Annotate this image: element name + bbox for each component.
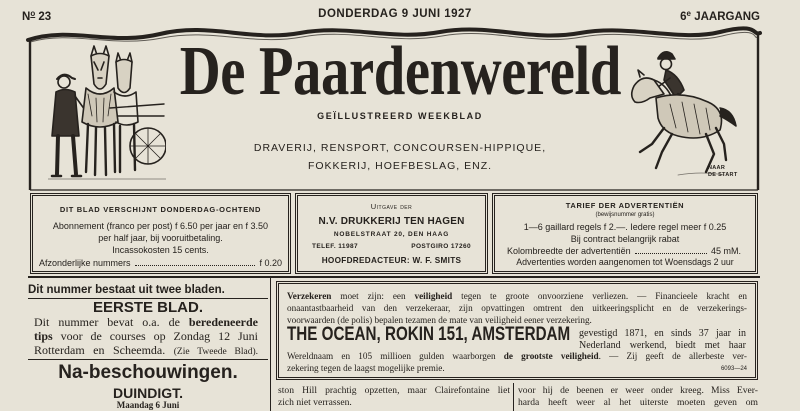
ad-line-1-text-b: tegen te groote onvoorziene verliezen. — Financieele kracht en: [452, 291, 747, 301]
notice-line-1-text: Dit nummer bevat o.a. de: [34, 316, 189, 329]
masthead-subtitle: GEÏLLUSTREERD WEEKBLAD: [317, 111, 483, 121]
notice-line-1: [34, 316, 258, 329]
article-col3-line-2: harda heeft weer al het uiterste moeten geven om: [518, 397, 758, 408]
publisher-address: NOBELSTRAAT 20, DEN HAAG: [333, 231, 450, 238]
publisher-editor: HOOFDREDACTEUR: W. F. SMITS: [321, 256, 462, 265]
publisher-giro: POSTGIRO 17260: [411, 243, 471, 250]
two-sheets-notice: Dit nummer bestaat uit twee bladen.: [28, 284, 225, 296]
ad-line-2: onaantastbaarheid van den verzekeraar, zijn opvattingen omtrent den uitkeeringsplicht en de verzekerings-: [287, 303, 747, 313]
dot-leader: [135, 265, 256, 266]
masthead-title: De Paardenwereld: [179, 33, 621, 110]
section-title: Na-beschouwingen.: [58, 362, 238, 383]
notice-line-3-text: Rotterdam en Scheemda.: [34, 344, 174, 357]
sheet-title: EERSTE BLAD.: [92, 299, 203, 316]
column-divider: [513, 383, 514, 411]
advertising-rates-box: [492, 193, 758, 274]
ad-company-name: THE OCEAN, ROKIN 151, AMSTERDAM: [287, 324, 571, 345]
subscription-heading: DIT BLAD VERSCHIJNT DONDERDAG-OCHTEND: [59, 205, 262, 214]
ad-side-line-1: gevestigd 1871, en sinds 37 jaar in: [579, 328, 746, 339]
publisher-name: N.V. DRUKKERIJ TEN HAGEN: [318, 216, 465, 227]
notice-line-2-text: voor de courses op Zondag 12 Juni: [52, 330, 258, 343]
volume-number: 6: [680, 11, 687, 23]
ad-line-1-text-a: moet zijn: een: [331, 291, 415, 301]
article-col2-line-2: zich niet verrassen.: [278, 397, 352, 408]
single-issue-label: Afzonderlijke nummers: [39, 258, 131, 268]
rates-line-4: Advertenties worden aangenomen tot Woensdags 2 uur: [516, 257, 734, 267]
race-date: Maandag 6 Juni: [116, 400, 180, 410]
notice-line-2-bold: tips: [34, 330, 53, 343]
article-col2-line-1: ston Hill prachtig opzetten, maar Clairefontaine liet: [278, 385, 510, 396]
notice-line-3-reference: (Zie Tweede Blad).: [173, 347, 258, 357]
column-width-row: [507, 246, 741, 257]
ad-line-4: [287, 350, 747, 362]
publisher-box: [295, 193, 488, 274]
ad-line-3: voorwaarden (de polis) bepalen tezamen de mate van veiligheid eener verzekering.: [287, 315, 592, 325]
column-divider: [270, 278, 271, 411]
ad-line-4-text-a: Wereldnaam en 105 millioen gulden waarborgen: [287, 351, 504, 361]
subscription-line-2: per half jaar, bij vooruitbetaling.: [98, 233, 223, 243]
article-col3-line-1: voor hij de beenen er weer onder kreeg. Miss Ever-: [518, 385, 758, 396]
ad-line-5: zekering tegen de laagst mogelijke premie.: [287, 363, 445, 373]
masthead-topics-line-2: FOKKERIJ, HOEFBESLAG, ENZ.: [307, 160, 493, 172]
publisher-phone: TELEF. 11987: [312, 243, 358, 250]
masthead-topics-line-1: DRAVERIJ, RENSPORT, CONCOURSEN-HIPPIQUE,: [253, 142, 547, 154]
notice-line-2: [34, 330, 258, 343]
caption-line-1: NAAR: [708, 165, 726, 171]
subscription-line-3: Incassokosten 15 cents.: [112, 245, 209, 255]
single-issue-price: f 0.20: [259, 258, 282, 268]
rates-note: (bewijsnummer gratis): [595, 212, 655, 218]
issue-number-value: 23: [38, 11, 52, 23]
ad-side-line-2: Nederland werkend, biedt met haar: [579, 340, 746, 351]
venue-heading: DUINDIGT.: [113, 385, 183, 401]
rates-line-1: 1—6 gaillard regels f 2.—. Iedere regel meer f 0.25: [523, 222, 727, 232]
ad-code: 6093—24: [720, 366, 747, 372]
issue-prefix: N: [22, 11, 31, 23]
volume-sup: e: [686, 9, 691, 18]
section-rule: [28, 276, 760, 278]
column-width-value: 45 mM.: [710, 246, 741, 256]
volume-label: JAARGANG: [694, 11, 760, 23]
subscription-line-1: Abonnement (franco per post) f 6.50 per jaar en f 3.50: [52, 221, 269, 231]
insurance-advertisement: [276, 281, 758, 380]
subscription-box: [30, 193, 291, 274]
issue-prefix-sup: o: [30, 9, 36, 18]
issue-date: DONDERDAG 9 JUNI 1927: [318, 8, 472, 20]
ad-line-1: [287, 290, 747, 302]
rates-heading: TARIEF DER ADVERTENTIËN: [565, 201, 685, 210]
notice-line-1-bold: beredeneerde: [188, 316, 258, 329]
single-issue-row: [39, 258, 282, 269]
ad-line-4-bold: de grootste veiligheid: [503, 351, 599, 361]
caption-line-2: DE START: [708, 172, 738, 178]
notice-line-3: [34, 344, 258, 357]
dot-leader: [635, 253, 707, 254]
publisher-intro: Uitgave der: [370, 202, 413, 211]
column-width-label: Kolombreedte der advertentiën: [507, 246, 631, 256]
ad-line-1-bold-b: veiligheid: [414, 291, 453, 301]
rates-line-2: Bij contract belangrijk rabat: [570, 234, 680, 244]
column-rule: [28, 359, 268, 360]
ad-line-4-text-b: . — Zij geeft de allerbeste ver-: [598, 351, 747, 361]
ad-line-1-bold-a: Verzekeren: [287, 291, 332, 301]
